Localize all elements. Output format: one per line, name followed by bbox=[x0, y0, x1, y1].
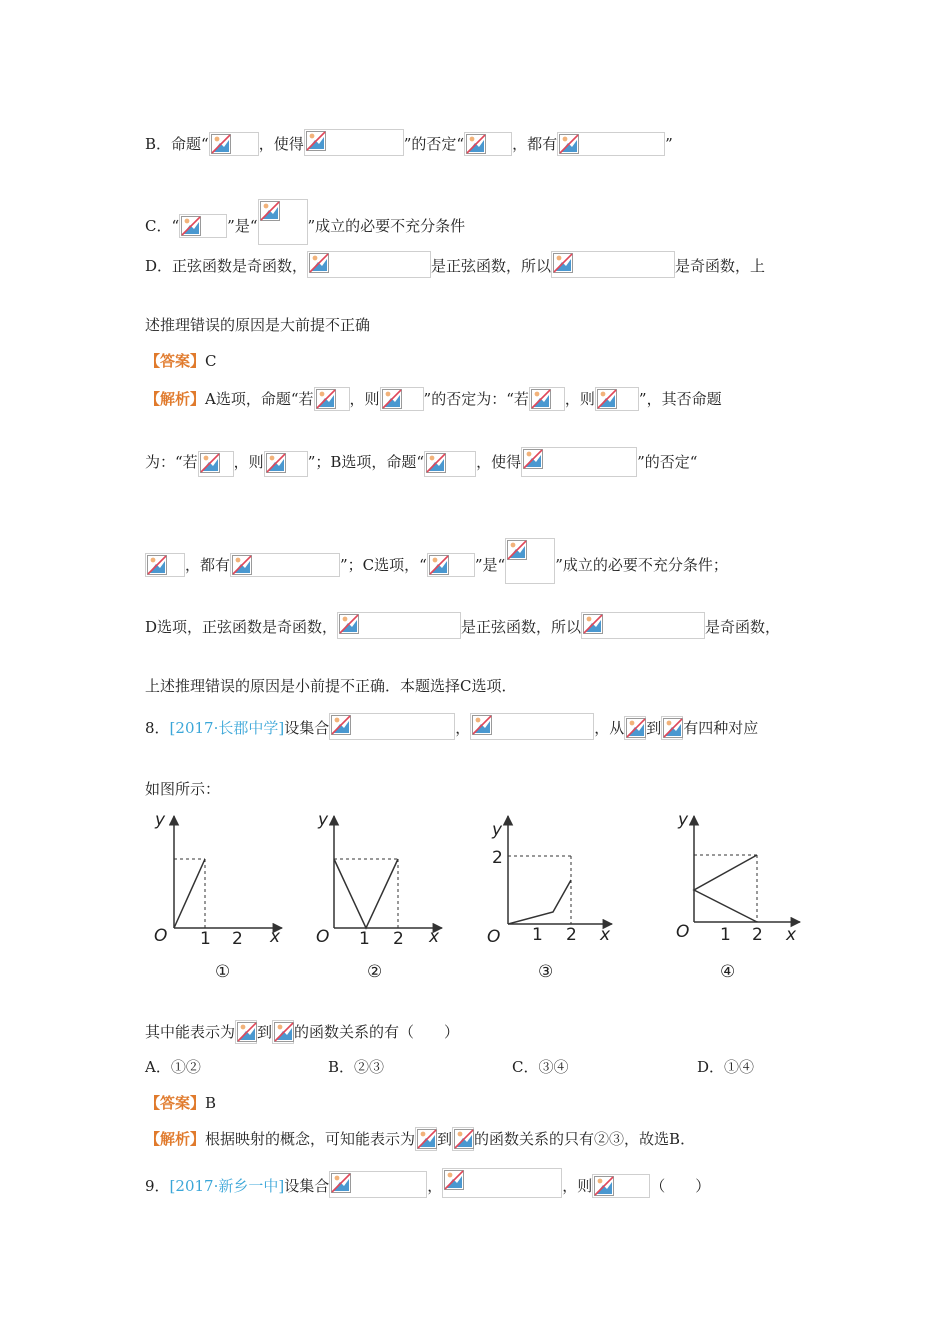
graph-caption: ④ bbox=[720, 962, 736, 982]
option-b: B．命题“ ，使得 ”的否定“ ，都有 ” bbox=[145, 129, 673, 156]
formula-image-icon bbox=[304, 129, 404, 156]
formula-image-icon bbox=[505, 538, 555, 584]
axis-y-label: y bbox=[492, 820, 503, 840]
origin-label: O bbox=[487, 927, 501, 947]
formula-image-icon bbox=[521, 447, 637, 477]
formula-image-icon bbox=[452, 1127, 474, 1151]
tick-label: 2 bbox=[492, 848, 503, 868]
formula-image-icon bbox=[209, 132, 259, 156]
graph-4 bbox=[668, 810, 808, 990]
choice-b: B．②③ bbox=[328, 1058, 385, 1076]
function-curve bbox=[694, 855, 757, 922]
formula-image-icon bbox=[179, 214, 227, 238]
answer-8: 【答案】B bbox=[145, 1094, 217, 1112]
origin-label: O bbox=[316, 927, 330, 947]
choice-d: D．①④ bbox=[697, 1058, 755, 1076]
tick-label: 1 bbox=[200, 929, 211, 949]
tick-label: 1 bbox=[532, 925, 543, 945]
formula-image-icon bbox=[424, 451, 476, 477]
function-curve bbox=[508, 880, 571, 924]
tick-label: 2 bbox=[752, 925, 763, 945]
axis-x-label: x bbox=[600, 925, 611, 945]
formula-image-icon bbox=[235, 1020, 257, 1044]
origin-label: O bbox=[676, 922, 690, 942]
formula-image-icon bbox=[198, 451, 234, 477]
choice-a: A．①② bbox=[145, 1058, 201, 1076]
axis-y-label: y bbox=[318, 810, 329, 830]
formula-image-icon bbox=[592, 1174, 650, 1198]
formula-image-icon bbox=[230, 553, 340, 577]
tick-label: 2 bbox=[232, 929, 243, 949]
formula-image-icon bbox=[314, 387, 350, 411]
option-d-cont: 述推理错误的原因是大前提不正确 bbox=[145, 316, 371, 334]
formula-image-icon bbox=[307, 251, 431, 278]
analysis-7-line4: D选项，正弦函数是奇函数， 是正弦函数，所以 是奇函数， bbox=[145, 612, 780, 639]
formula-image-icon bbox=[624, 716, 646, 740]
tick-label: 2 bbox=[566, 925, 577, 945]
function-curve bbox=[174, 859, 205, 928]
formula-image-icon bbox=[427, 553, 475, 577]
origin-label: O bbox=[154, 926, 168, 946]
axis-x-label: x bbox=[786, 925, 797, 945]
formula-image-icon bbox=[264, 451, 308, 477]
axis-x-label: x bbox=[429, 927, 440, 947]
question-8-figure-intro: 如图所示： bbox=[145, 780, 221, 798]
formula-image-icon bbox=[557, 132, 665, 156]
axis-y-label: y bbox=[678, 810, 689, 830]
formula-image-icon bbox=[595, 387, 639, 411]
formula-image-icon bbox=[661, 716, 683, 740]
formula-image-icon bbox=[464, 132, 512, 156]
formula-image-icon bbox=[470, 713, 594, 740]
formula-image-icon bbox=[529, 387, 565, 411]
formula-image-icon bbox=[380, 387, 424, 411]
analysis-7-line1: 【解析】A选项，命题“若 ，则 ”的否定为：“若 ，则 ”，其否命题 bbox=[145, 387, 722, 411]
option-c: C．“ ”是“ ”成立的必要不充分条件 bbox=[145, 199, 465, 245]
axis-y-label: y bbox=[155, 810, 166, 830]
question-8-ask: 其中能表示为 到 的函数关系的有（ ） bbox=[145, 1020, 459, 1044]
formula-image-icon bbox=[551, 251, 675, 278]
tick-label: 2 bbox=[393, 929, 404, 949]
analysis-7-line5: 上述推理错误的原因是小前提不正确．本题选择C选项． bbox=[145, 677, 517, 695]
formula-image-icon bbox=[272, 1020, 294, 1044]
analysis-7-line2: 为：“若 ，则 ”；B选项，命题“ ，使得 ”的否定“ bbox=[145, 447, 697, 477]
formula-image-icon bbox=[415, 1127, 437, 1151]
function-curve bbox=[334, 859, 398, 928]
graph-caption: ② bbox=[367, 962, 383, 982]
formula-image-icon bbox=[329, 1171, 427, 1198]
formula-image-icon bbox=[329, 713, 455, 740]
analysis-8: 【解析】根据映射的概念，可知能表示为 到 的函数关系的只有②③，故选B． bbox=[145, 1127, 695, 1151]
option-d: D．正弦函数是奇函数， 是正弦函数，所以 是奇函数，上 bbox=[145, 251, 765, 278]
tick-label: 1 bbox=[359, 929, 370, 949]
formula-image-icon bbox=[581, 612, 705, 639]
answer-7: 【答案】C bbox=[145, 352, 217, 370]
formula-image-icon bbox=[337, 612, 461, 639]
graph-caption: ① bbox=[215, 962, 231, 982]
formula-image-icon bbox=[145, 553, 185, 577]
analysis-7-line3: ，都有 ”；C选项，“ ”是“ ”成立的必要不充分条件； bbox=[145, 538, 728, 584]
tick-label: 1 bbox=[720, 925, 731, 945]
choice-c: C．③④ bbox=[512, 1058, 569, 1076]
axis-x-label: x bbox=[270, 927, 281, 947]
question-8: 8．[2017·长郡中学]设集合 ， ，从 到 有四种对应 bbox=[145, 713, 758, 740]
graph-caption: ③ bbox=[538, 962, 554, 982]
formula-image-icon bbox=[442, 1168, 562, 1198]
question-9: 9．[2017·新乡一中]设集合 ， ，则 （ ） bbox=[145, 1168, 710, 1198]
formula-image-icon bbox=[258, 199, 308, 245]
